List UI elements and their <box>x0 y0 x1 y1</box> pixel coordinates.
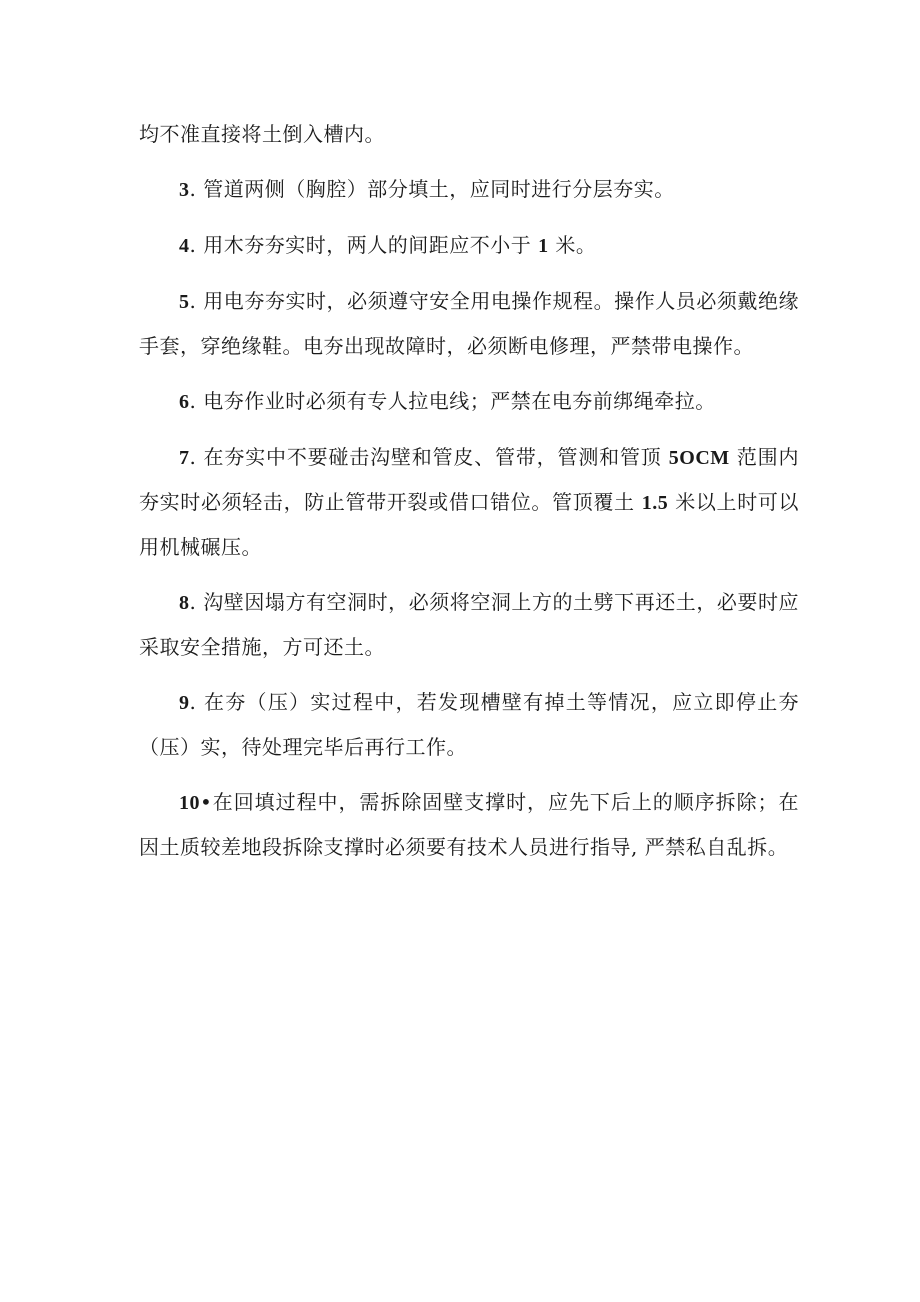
bold-value: 5OCM <box>668 447 730 469</box>
paragraph-item-3 <box>139 167 799 212</box>
document-body <box>139 112 799 880</box>
paragraph-text: 米以上时可以用机械碾压。 <box>139 490 800 559</box>
bold-value: 1.5 <box>641 492 669 514</box>
paragraph-text: 范围内夯实时必须轻击，防止管带开裂或借口错位。管顶覆土 <box>139 445 800 514</box>
paragraph-text: 用木夯夯实时，两人的间距应不小于 <box>203 233 539 257</box>
item-number: 10 <box>179 792 200 814</box>
item-number: 4 <box>179 235 190 257</box>
paragraph-text: 电夯作业时必须有专人拉电线；严禁在电夯前绑绳牵拉。 <box>203 389 716 413</box>
item-number: 8 <box>179 592 190 614</box>
item-separator: . <box>189 177 204 201</box>
item-number: 5 <box>179 291 190 313</box>
item-separator: . <box>189 233 204 257</box>
paragraph-text: 在回填过程中，需拆除固壁支撑时，应先下后上的顺序拆除；在因土质较差地段拆除支撑时必须要有技术人员进行指导, 严禁私自乱拆。 <box>139 790 799 859</box>
paragraph-text: 米。 <box>548 233 597 257</box>
item-number: 6 <box>179 391 190 413</box>
item-number: 7 <box>179 447 190 469</box>
item-number: 3 <box>179 179 190 201</box>
paragraph-text: 管道两侧（胸腔）部分填土，应同时进行分层夯实。 <box>203 177 675 201</box>
paragraph-text: 均不准直接将土倒入槽内。 <box>139 122 385 146</box>
paragraph-text: 用电夯夯实时，必须遵守安全用电操作规程。操作人员必须戴绝缘手套，穿绝缘鞋。电夯出现故障时，必须断电修理，严禁带电操作。 <box>139 289 800 358</box>
paragraph-item-10 <box>139 780 799 869</box>
item-separator: • <box>200 790 213 814</box>
item-separator: . <box>189 389 204 413</box>
paragraph-text: 在夯（压）实过程中，若发现槽壁有掉土等情况，应立即停止夯（压）实，待处理完毕后再行工作。 <box>139 690 800 759</box>
paragraph-text: 沟壁因塌方有空洞时，必须将空洞上方的土劈下再还土，必要时应采取安全措施，方可还土。 <box>139 590 800 659</box>
paragraph-item-6 <box>139 379 799 424</box>
item-number: 9 <box>179 692 190 714</box>
paragraph-item-7 <box>139 435 799 569</box>
paragraph-item-4 <box>139 223 799 268</box>
paragraph-continuation <box>139 112 799 156</box>
item-separator: . <box>189 590 204 614</box>
item-separator: . <box>189 445 204 469</box>
paragraph-text: 在夯实中不要碰击沟壁和管皮、管带，管测和管顶 <box>203 445 669 469</box>
paragraph-item-8 <box>139 580 799 669</box>
paragraph-item-5 <box>139 279 799 368</box>
paragraph-item-9 <box>139 680 799 769</box>
item-separator: . <box>189 289 204 313</box>
item-separator: . <box>189 690 204 714</box>
bold-value: 1 <box>538 235 549 257</box>
